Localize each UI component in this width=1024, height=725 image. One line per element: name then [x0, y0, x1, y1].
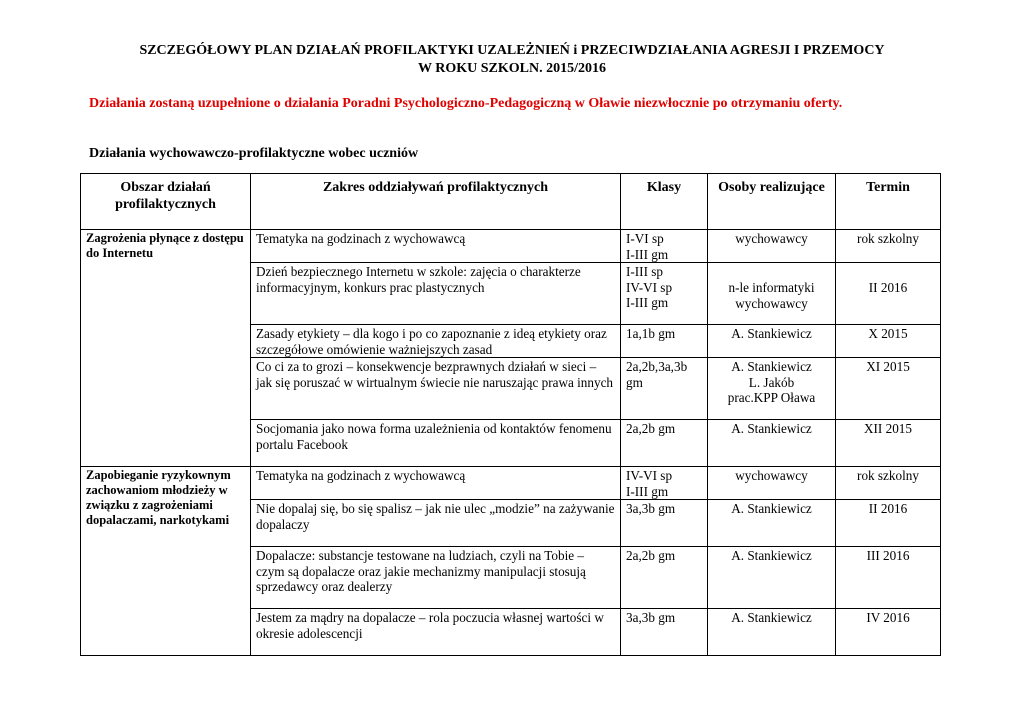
column-header-classes: Klasy	[621, 174, 708, 230]
classes-line: 1a,1b gm	[626, 326, 676, 341]
scope-cell: Socjomania jako nowa forma uzależnienia od kontaktów fenomenu portalu Facebook	[251, 420, 621, 467]
scope-cell: Zasady etykiety – dla kogo i po co zapoznanie z ideą etykiety oraz szczegółowe omówienie ważniejszych zasad	[251, 325, 621, 358]
classes-cell	[621, 467, 708, 500]
person-line: A. Stankiewicz	[731, 610, 812, 625]
scope-cell: Co ci za to grozi – konsekwencje bezprawnych działań w sieci – jak się poruszać w wirtualnym świecie nie naruszając prawa innych	[251, 358, 621, 420]
persons-cell	[708, 609, 836, 656]
classes-line: I-III sp	[626, 264, 663, 279]
classes-line: 2a,2b gm	[626, 548, 676, 563]
classes-line: 2a,2b gm	[626, 421, 676, 436]
column-header-term: Termin	[836, 174, 941, 230]
classes-cell	[621, 609, 708, 656]
persons-cell	[708, 230, 836, 263]
classes-cell	[621, 500, 708, 547]
person-line: A. Stankiewicz	[731, 501, 812, 516]
persons-cell	[708, 420, 836, 467]
classes-cell	[621, 325, 708, 358]
term-cell: IV 2016	[836, 609, 941, 656]
classes-line: IV-VI sp	[626, 279, 673, 295]
person-line: wychowawcy	[735, 231, 808, 246]
person-line: A. Stankiewicz	[731, 326, 812, 341]
scope-cell: Dopalacze: substancje testowane na ludziach, czyli na Tobie – czym są dopalacze oraz jakie mechanizmy manipulacji stosują sprzedawcy oraz dealerzy	[251, 547, 621, 609]
notice-text: Działania zostaną uzupełnione o działania Poradni Psychologiczno-Pedagogiczną w Oławie niezwłocznie po otrzymaniu oferty.	[89, 96, 843, 111]
term-cell: II 2016	[836, 500, 941, 547]
table-row	[81, 230, 941, 263]
persons-cell	[708, 500, 836, 547]
persons-cell	[708, 547, 836, 609]
person-line: n-le informatyki	[728, 280, 815, 295]
person-line: wychowawcy	[735, 468, 808, 483]
persons-cell	[708, 325, 836, 358]
person-line: wychowawcy	[735, 295, 808, 311]
plan-table	[80, 173, 941, 656]
persons-cell	[708, 467, 836, 500]
term-cell: XII 2015	[836, 420, 941, 467]
document-title-line-1: SZCZEGÓŁOWY PLAN DZIAŁAŃ PROFILAKTYKI UZALEŻNIEŃ i PRZECIWDZIAŁANIA AGRESJI I PRZEMOCY	[139, 43, 885, 58]
document-title-line-2: W ROKU SZKOLN. 2015/2016	[418, 61, 606, 76]
classes-line: I-III gm	[626, 295, 669, 310]
person-line: L. Jakób	[748, 374, 795, 390]
term-cell: rok szkolny	[836, 467, 941, 500]
column-header-persons: Osoby realizujące	[708, 174, 836, 230]
person-line: prac.KPP Oława	[727, 390, 816, 405]
classes-line: I-III gm	[626, 483, 669, 499]
classes-line: gm	[626, 374, 643, 390]
classes-cell	[621, 420, 708, 467]
classes-line: I-VI sp	[626, 231, 664, 246]
term-cell: XI 2015	[836, 358, 941, 420]
term-cell: II 2016	[836, 263, 941, 325]
table-header-row	[81, 174, 941, 230]
persons-cell	[708, 263, 836, 325]
person-line: A. Stankiewicz	[731, 548, 812, 563]
classes-line: IV-VI sp	[626, 468, 673, 483]
classes-cell	[621, 358, 708, 420]
column-header-scope: Zakres oddziaływań profilaktycznych	[251, 174, 621, 230]
term-cell: X 2015	[836, 325, 941, 358]
column-header-area: Obszar działań profilaktycznych	[81, 174, 251, 230]
classes-cell	[621, 547, 708, 609]
person-line: A. Stankiewicz	[731, 421, 812, 436]
classes-line: 2a,2b,3a,3b	[626, 359, 688, 374]
area-cell: Zagrożenia płynące z dostępu do Internetu	[81, 230, 251, 467]
scope-cell: Dzień bezpiecznego Internetu w szkole: zajęcia o charakterze informacyjnym, konkurs prac plastycznych	[251, 263, 621, 325]
scope-cell: Tematyka na godzinach z wychowawcą	[251, 467, 621, 500]
area-cell: Zapobieganie ryzykownym zachowaniom młodzieży w związku z zagrożeniami dopalaczami, narkotykami	[81, 467, 251, 656]
term-cell: rok szkolny	[836, 230, 941, 263]
classes-line: I-III gm	[626, 246, 669, 262]
scope-cell: Nie dopalaj się, bo się spalisz – jak nie ulec „modzie” na zażywanie dopalaczy	[251, 500, 621, 547]
classes-cell	[621, 263, 708, 325]
persons-cell	[708, 358, 836, 420]
scope-cell: Tematyka na godzinach z wychowawcą	[251, 230, 621, 263]
table-row	[81, 467, 941, 500]
person-line: A. Stankiewicz	[731, 359, 812, 374]
term-cell: III 2016	[836, 547, 941, 609]
classes-line: 3a,3b gm	[626, 610, 676, 625]
scope-cell: Jestem za mądry na dopalacze – rola poczucia własnej wartości w okresie adolescencji	[251, 609, 621, 656]
classes-cell	[621, 230, 708, 263]
classes-line: 3a,3b gm	[626, 501, 676, 516]
section-heading: Działania wychowawczo-profilaktyczne wobec uczniów	[89, 146, 419, 161]
